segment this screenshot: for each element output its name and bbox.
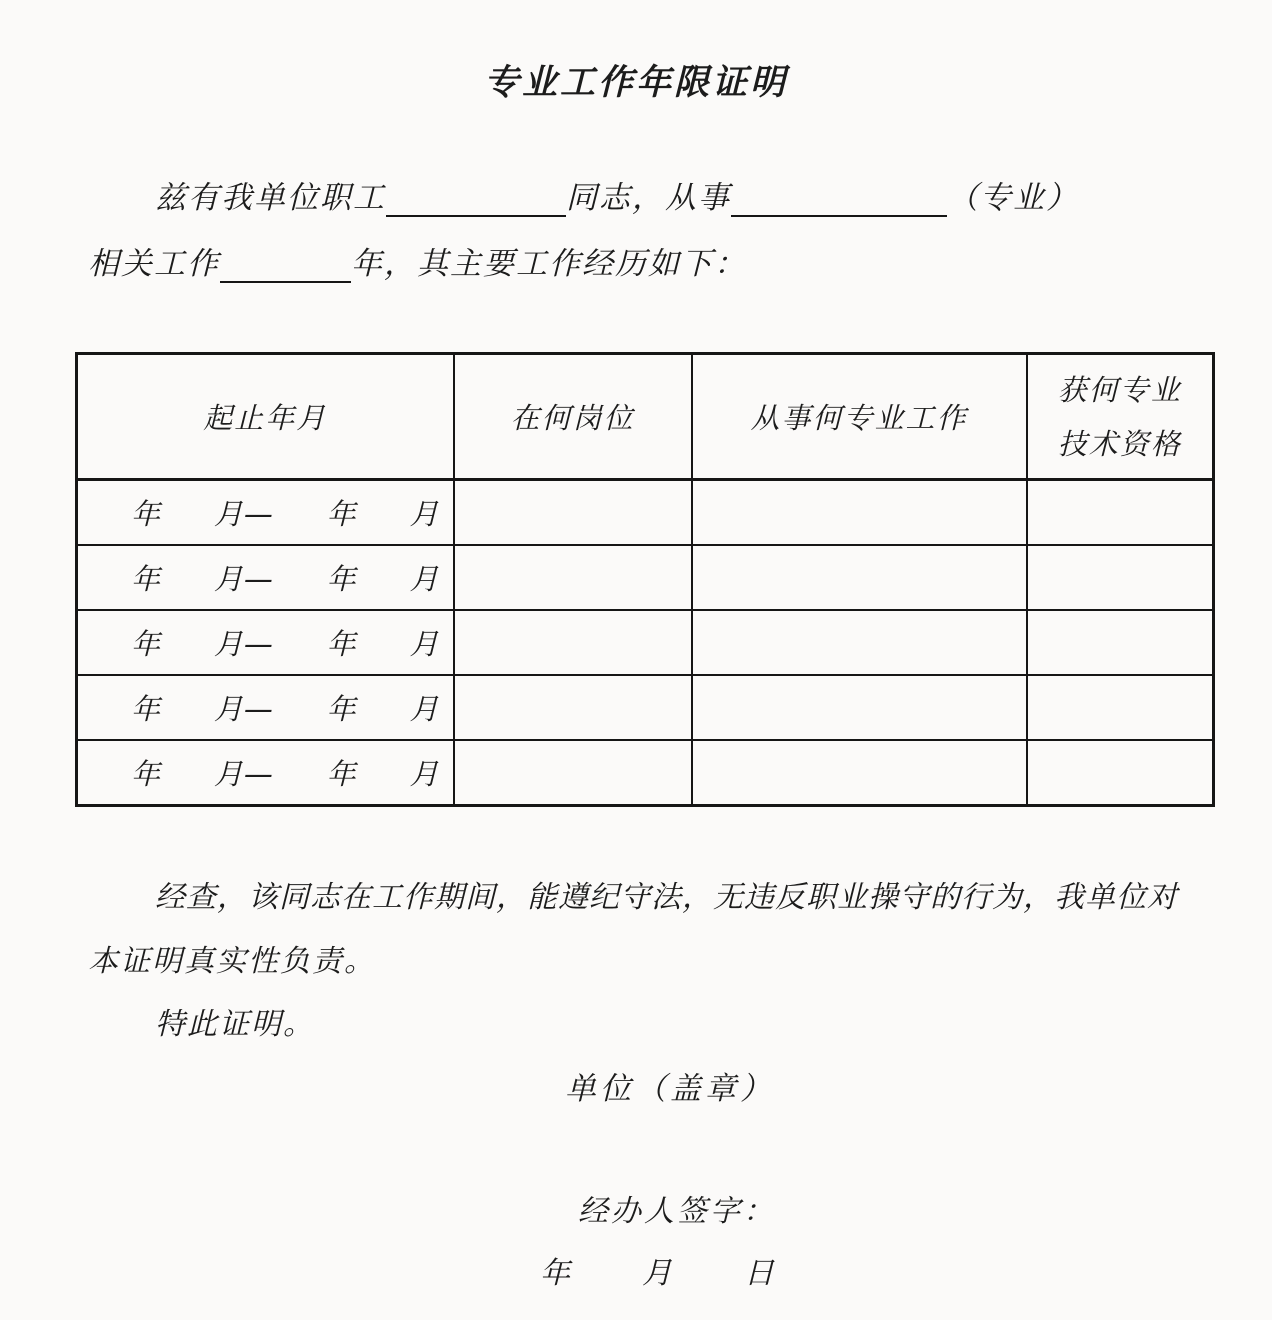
- period-start-month-label: 月—: [213, 627, 274, 661]
- table-row: [77, 480, 1214, 546]
- period-end-month-label: 月: [409, 757, 440, 791]
- period-cell: [77, 610, 454, 675]
- period-cell: [77, 545, 454, 610]
- date-year-label: 年: [540, 1256, 570, 1291]
- period-start-month-label: 月—: [213, 757, 274, 791]
- blank-employee-name: [386, 182, 566, 217]
- period-cell: [77, 740, 454, 806]
- period-end-year-label: 年: [326, 562, 357, 596]
- intro-line-2: [88, 238, 747, 283]
- page-title: 专业工作年限证明: [483, 63, 788, 103]
- profession-cell-empty: [692, 675, 1027, 740]
- intro-line1-text2: 同志，从事: [566, 180, 731, 216]
- table-row: [77, 675, 1214, 740]
- period-start-month-label: 月—: [213, 562, 274, 596]
- work-history-table: [75, 352, 1215, 807]
- hereby-statement: 特此证明。: [155, 1007, 315, 1042]
- qualification-cell-empty: [1027, 610, 1214, 675]
- qualification-cell-empty: [1027, 675, 1214, 740]
- intro-line2-text2: 年，其主要工作经历如下：: [351, 246, 747, 282]
- period-end-month-label: 月: [409, 562, 440, 596]
- closing-paragraph-line-2: 本证明真实性负责。: [88, 944, 376, 979]
- table-row: [77, 610, 1214, 675]
- period-end-month-label: 月: [409, 692, 440, 726]
- table-header-row: [77, 354, 1214, 480]
- qualification-cell-empty: [1027, 480, 1214, 546]
- table-row: [77, 740, 1214, 806]
- period-cell: [77, 480, 454, 546]
- position-cell-empty: [454, 610, 692, 675]
- header-cell-period: 起止年月: [77, 354, 454, 480]
- position-cell-empty: [454, 740, 692, 806]
- period-end-year-label: 年: [326, 692, 357, 726]
- period-start-month-label: 月—: [213, 497, 274, 531]
- header-cell-position: 在何岗位: [454, 354, 692, 480]
- period-end-year-label: 年: [326, 757, 357, 791]
- intro-line-1: [155, 172, 1079, 217]
- period-end-month-label: 月: [409, 497, 440, 531]
- intro-line1-text3: （专业）: [947, 180, 1079, 216]
- period-cell: [77, 675, 454, 740]
- date-day-label: 日: [744, 1256, 774, 1291]
- qualification-cell-empty: [1027, 545, 1214, 610]
- profession-cell-empty: [692, 545, 1027, 610]
- profession-cell-empty: [692, 480, 1027, 546]
- period-end-year-label: 年: [326, 497, 357, 531]
- table-row: [77, 545, 1214, 610]
- period-end-year-label: 年: [326, 627, 357, 661]
- unit-seal-label: 单位（盖章）: [565, 1071, 775, 1107]
- agent-signature-label: 经办人签字：: [578, 1194, 776, 1229]
- intro-line2-text1: 相关工作: [88, 246, 220, 282]
- position-cell-empty: [454, 480, 692, 546]
- blank-work-years: [220, 248, 351, 283]
- date-month-label: 月: [642, 1256, 672, 1291]
- header-cell-profession: 从事何专业工作: [692, 354, 1027, 480]
- position-cell-empty: [454, 545, 692, 610]
- profession-cell-empty: [692, 740, 1027, 806]
- blank-profession: [731, 182, 947, 217]
- position-cell-empty: [454, 675, 692, 740]
- period-start-year-label: 年: [131, 497, 162, 531]
- date-line: [540, 1248, 774, 1292]
- period-start-year-label: 年: [131, 562, 162, 596]
- header-cell-qualification: [1027, 354, 1214, 480]
- closing-paragraph-line-1: 经查，该同志在工作期间，能遵纪守法，无违反职业操守的行为，我单位对: [155, 880, 1178, 915]
- period-start-year-label: 年: [131, 627, 162, 661]
- period-start-month-label: 月—: [213, 692, 274, 726]
- intro-line1-text1: 兹有我单位职工: [155, 180, 386, 216]
- period-start-year-label: 年: [131, 757, 162, 791]
- profession-cell-empty: [692, 610, 1027, 675]
- period-start-year-label: 年: [131, 692, 162, 726]
- period-end-month-label: 月: [409, 627, 440, 661]
- qualification-cell-empty: [1027, 740, 1214, 806]
- header-cell-qualification-label: 获何专业技术资格: [1057, 372, 1182, 461]
